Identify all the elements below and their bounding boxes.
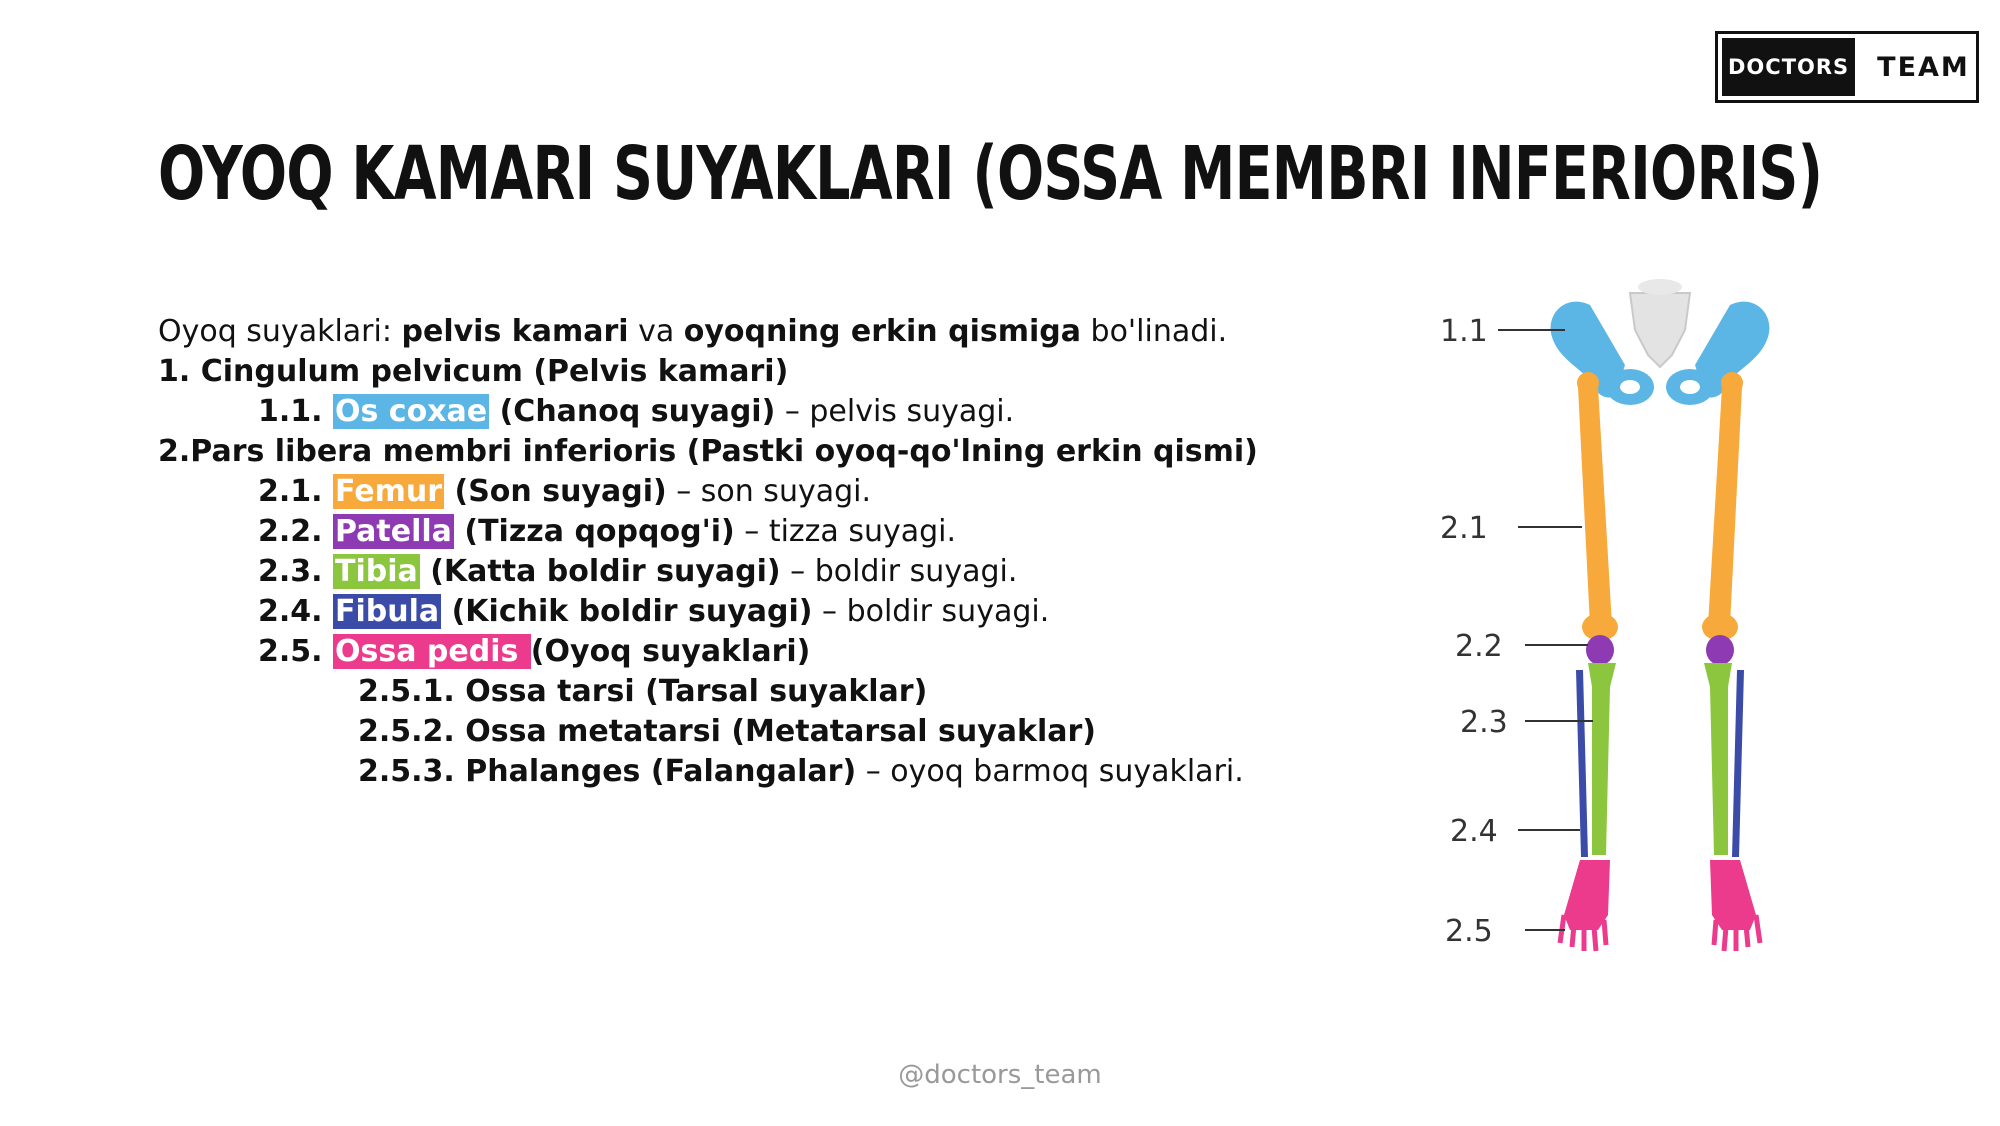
item-number: 2.5. (258, 634, 333, 669)
label-2-5: 2.5 (1445, 914, 1493, 949)
term-highlight: Patella (335, 514, 452, 549)
list-item (158, 392, 1448, 432)
list-item (158, 512, 1448, 552)
intro-bold-1: pelvis kamari (401, 314, 629, 349)
intro-line (158, 312, 1448, 352)
item-number: 1.1. (258, 394, 333, 429)
intro-text-2: va (628, 314, 684, 349)
item-description: – son suyagi. (666, 474, 872, 509)
item-description: – tizza suyagi. (734, 514, 957, 549)
item-bold-text: (Kichik boldir suyagi) (441, 594, 813, 629)
item-description: – boldir suyagi. (780, 554, 1018, 589)
item-bold-text: (Katta boldir suyagi) (419, 554, 781, 589)
list-item (158, 592, 1448, 632)
subitem-bold-text: 2.5.2. Ossa metatarsi (Metatarsal suyaklar) (358, 714, 1097, 749)
label-leader-lines (1498, 330, 1593, 930)
label-2-2: 2.2 (1455, 629, 1503, 664)
term-highlight: Ossa pedis (335, 634, 529, 669)
page-title: OYOQ KAMARI SUYAKLARI (OSSA MEMBRI INFERIORIS) (158, 131, 1823, 217)
logo-doctors-text: DOCTORS (1722, 38, 1855, 96)
section-1-heading: 1. Cingulum pelvicum (Pelvis kamari) (158, 354, 789, 389)
section-2-heading: 2.Pars libera membri inferioris (Pastki oyoq-qo'lning erkin qismi) (158, 434, 1258, 469)
sub-list-item (158, 752, 1448, 792)
label-2-4: 2.4 (1450, 814, 1498, 849)
sacrum-bone (1630, 279, 1690, 367)
list-item (158, 632, 1448, 672)
term-highlight: Fibula (335, 594, 440, 629)
item-number: 2.1. (258, 474, 333, 509)
intro-text-3: bo'linadi. (1080, 314, 1228, 349)
item-description: – boldir suyagi. (812, 594, 1050, 629)
item-bold-text: (Chanoq suyagi) (489, 394, 776, 429)
intro-text-1: Oyoq suyaklari: (158, 314, 402, 349)
logo-team-text: TEAM (1877, 51, 1970, 83)
outline-list (158, 312, 1448, 792)
item-bold-text: (Son suyagi) (444, 474, 667, 509)
item-bold-text: (Tizza qopqog'i) (453, 514, 735, 549)
item-number: 2.3. (258, 554, 333, 589)
label-2-3: 2.3 (1460, 705, 1508, 740)
lower-limb-skeleton-diagram (1440, 275, 1800, 995)
femur-bones (1577, 372, 1743, 641)
label-1-1: 1.1 (1440, 314, 1488, 349)
subitem-bold-text: 2.5.3. Phalanges (Falangalar) (358, 754, 857, 789)
doctors-team-logo (1715, 31, 1979, 103)
item-number: 2.2. (258, 514, 333, 549)
term-highlight: Femur (335, 474, 443, 509)
subitem-bold-text: 2.5.1. Ossa tarsi (Tarsal suyaklar) (358, 674, 928, 709)
subitem-description: – oyoq barmoq suyaklari. (856, 754, 1244, 789)
item-number: 2.4. (258, 594, 333, 629)
item-bold-text: (Oyoq suyaklari) (530, 634, 811, 669)
foot-bones (1560, 860, 1760, 951)
patella-bones (1586, 635, 1734, 665)
list-item (158, 472, 1448, 512)
footer-handle: @doctors_team (898, 1060, 1102, 1090)
item-description: – pelvis suyagi. (775, 394, 1015, 429)
intro-bold-2: oyoqning erkin qismiga (683, 314, 1081, 349)
sub-list-item (158, 712, 1448, 752)
list-item (158, 552, 1448, 592)
diagram-labels (1440, 314, 1508, 949)
label-2-1: 2.1 (1440, 511, 1488, 546)
term-highlight: Os coxae (335, 394, 488, 429)
sub-list-item (158, 672, 1448, 712)
term-highlight: Tibia (335, 554, 418, 589)
tibia-bones (1588, 663, 1732, 855)
